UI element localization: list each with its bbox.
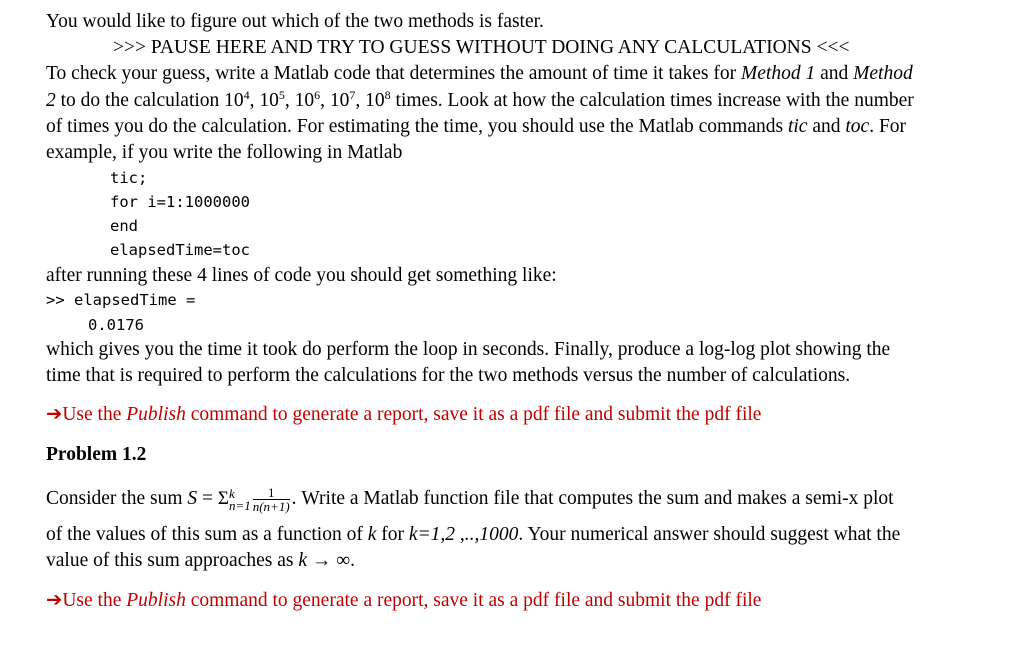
publish-instruction (46, 589, 761, 613)
t: , 10 (284, 90, 315, 111)
code-line: tic; (110, 169, 148, 187)
sigma: Σ (217, 487, 229, 509)
t: S (187, 487, 198, 509)
t: k (367, 524, 377, 545)
text-line (46, 549, 355, 573)
text-line (46, 62, 913, 86)
t: 6 (314, 88, 321, 102)
output-line: >> elapsedTime = (46, 291, 196, 309)
t: to do the calculation 10 (55, 90, 244, 111)
t: k (228, 485, 235, 501)
t: 1 (253, 486, 290, 500)
text-line: which gives you the time it took do perform the loop in seconds. Finally, produce a log-log plot showing the (46, 339, 891, 360)
t: Publish (126, 404, 186, 425)
t: times. Look at how the calculation times increase with the number (390, 90, 914, 111)
fraction (253, 486, 290, 513)
t: , 10 (320, 90, 350, 111)
text-line (46, 115, 906, 139)
text-line: example, if you write the following in Matlab (46, 142, 403, 163)
t: value of this sum approaches as (46, 550, 299, 571)
t: Consider the sum (46, 487, 188, 509)
output-value: 0.0176 (88, 316, 144, 334)
code-line: for i=1:1000000 (110, 193, 250, 211)
t: , 10 (355, 90, 385, 111)
t: k=1,2 ,..,1000 (408, 524, 519, 545)
t: = (197, 487, 218, 509)
t: n(n+1) (252, 499, 290, 514)
t: command to generate a report, save it as a pdf file and submit the pdf file (185, 404, 762, 425)
t: Publish (126, 590, 186, 611)
t: tic (787, 116, 808, 137)
sum-limits (228, 485, 251, 513)
text-line (46, 523, 900, 547)
t: 7 (349, 88, 356, 102)
problem-heading: Problem 1.2 (46, 444, 147, 465)
text-line (46, 486, 894, 513)
t: and (815, 63, 854, 84)
t: 8 (384, 88, 391, 102)
pause-line: >>> PAUSE HERE AND TRY TO GUESS WITHOUT DOING ANY CALCULATIONS <<< (113, 37, 850, 58)
t: for (376, 524, 409, 545)
t: ➔Use the (46, 404, 127, 425)
t: 5 (278, 88, 285, 102)
t: 4 (243, 88, 250, 102)
t: n=1 (228, 497, 251, 513)
publish-instruction (46, 403, 761, 427)
text-line: time that is required to perform the calculations for the two methods versus the number of calculations. (46, 365, 851, 386)
t: ➔Use the (46, 590, 127, 611)
t: . For (869, 116, 907, 137)
t: → ∞. (307, 550, 356, 571)
t: and (807, 116, 846, 137)
t: of the values of this sum as a function of (46, 524, 368, 545)
code-line: end (110, 217, 138, 235)
code-line: elapsedTime=toc (110, 241, 250, 259)
text-line (46, 89, 914, 113)
t: Method (853, 63, 913, 84)
t: Method 1 (741, 63, 816, 84)
t: k (298, 550, 308, 571)
t: 2 (46, 90, 56, 111)
text-line: after running these 4 lines of code you should get something like: (46, 265, 557, 286)
t: . Your numerical answer should suggest what the (518, 524, 901, 545)
t: toc (845, 116, 870, 137)
t: To check your guess, write a Matlab code that determines the amount of time it takes for (46, 63, 742, 84)
t: , 10 (249, 90, 279, 111)
t: command to generate a report, save it as a pdf file and submit the pdf file (185, 590, 762, 611)
text-line: You would like to figure out which of the two methods is faster. (46, 11, 544, 32)
t: . Write a Matlab function file that computes the sum and makes a semi-x plot (291, 487, 894, 509)
t: of times you do the calculation. For estimating the time, you should use the Matlab commands (46, 116, 788, 137)
